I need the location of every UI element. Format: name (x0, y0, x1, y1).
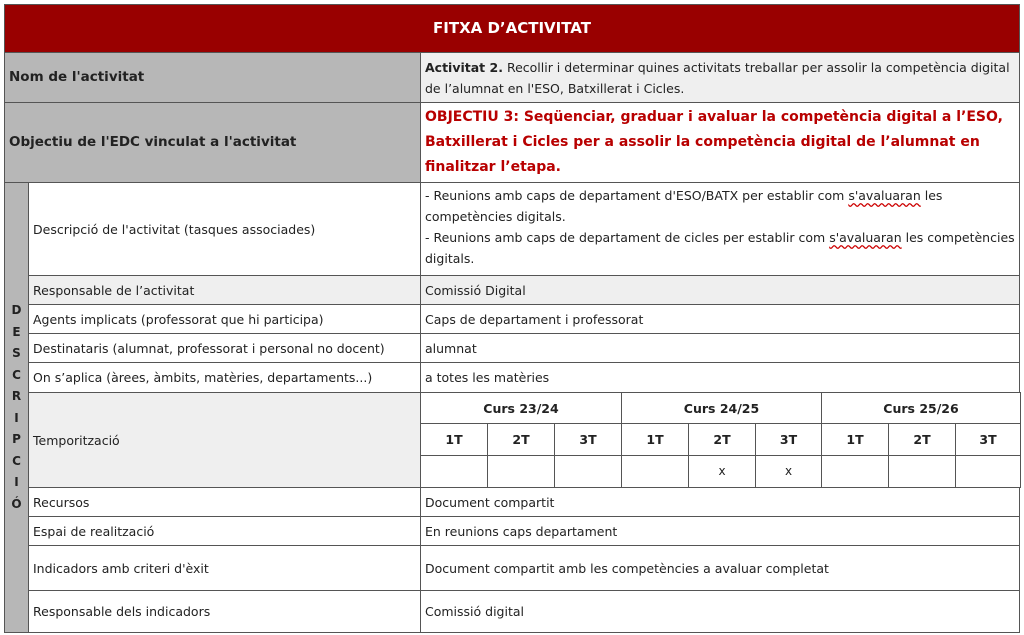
course-header: Curs 25/26 (821, 392, 1021, 424)
side-letter: I (14, 410, 19, 425)
side-letter: C (12, 453, 21, 468)
term-mark (821, 455, 889, 488)
activity-number: Activitat 2. (425, 60, 503, 75)
term-mark (955, 455, 1021, 488)
term-header: 3T (955, 423, 1021, 456)
term-mark (621, 455, 689, 488)
field-value: Comissió digital (420, 590, 1020, 633)
field-label: Responsable dels indicadors (28, 590, 421, 633)
activity-name-label: Nom de l'activitat (4, 52, 421, 103)
field-label: Agents implicats (professorat que hi participa) (28, 304, 421, 334)
term-header: 3T (554, 423, 622, 456)
task-2-end: les competències digitals. (425, 230, 1015, 266)
field-value: Document compartit (420, 487, 1020, 517)
task-2-misspelled: s'avaluaran (829, 230, 902, 245)
form-title: FITXA D’ACTIVITAT (4, 4, 1020, 53)
description-label: Descripció de l'activitat (tasques associades) (28, 182, 421, 276)
course-header: Curs 24/25 (621, 392, 822, 424)
field-label: Responsable de l’activitat (28, 275, 421, 305)
side-letter: Ó (11, 496, 22, 511)
field-value: Caps de departament i professorat (420, 304, 1020, 334)
description-side-label (4, 182, 29, 633)
field-value: Document compartit amb les competències a avaluar completat (420, 545, 1020, 591)
field-value: alumnat (420, 333, 1020, 363)
field-value: En reunions caps departament (420, 516, 1020, 546)
term-header: 2T (487, 423, 555, 456)
term-header: 3T (755, 423, 822, 456)
term-mark (420, 455, 488, 488)
side-letter: C (12, 367, 21, 382)
side-letter: P (12, 432, 21, 446)
term-mark: x (688, 455, 756, 488)
term-mark (888, 455, 956, 488)
field-label: Destinataris (alumnat, professorat i personal no docent) (28, 333, 421, 363)
term-mark (554, 455, 622, 488)
side-letter: D (11, 303, 22, 317)
term-mark: x (755, 455, 822, 488)
field-label: Indicadors amb criteri d'èxit (28, 545, 421, 591)
task-1-misspelled: s'avaluaran (848, 188, 921, 203)
term-header: 2T (888, 423, 956, 456)
term-header: 1T (420, 423, 488, 456)
side-letter: E (12, 324, 21, 339)
term-header: 1T (621, 423, 689, 456)
side-letter: S (12, 346, 21, 360)
field-value: a totes les matèries (420, 362, 1020, 393)
term-header: 1T (821, 423, 889, 456)
term-mark (487, 455, 555, 488)
course-header: Curs 23/24 (420, 392, 622, 424)
task-1: - Reunions amb caps de departament d'ESO/BATX per establir com (425, 188, 849, 203)
field-label: Espai de realització (28, 516, 421, 546)
field-label: Recursos (28, 487, 421, 517)
activity-description: Recollir i determinar quines activitats treballar per assolir la competència digital de l’alumnat en l'ESO, Batxillerat i Cicles. (425, 60, 1010, 96)
field-value: Comissió Digital (420, 275, 1020, 305)
objective-value: OBJECTIU 3: Seqüenciar, graduar i avaluar la competència digital a l’ESO, Batxillerat i Cicles per a assolir la competència digital de l’alumnat en finalitzar l’etapa. (420, 102, 1020, 183)
term-header: 2T (688, 423, 756, 456)
description-value (420, 182, 1020, 276)
side-letter: I (14, 475, 19, 489)
scheduling-label: Temporització (28, 392, 421, 488)
side-letter: R (11, 389, 22, 403)
activity-name-value (420, 52, 1020, 103)
field-label: On s’aplica (àrees, àmbits, matèries, departaments...) (28, 362, 421, 393)
objective-label: Objectiu de l'EDC vinculat a l'activitat (4, 102, 421, 183)
task-2: - Reunions amb caps de departament de cicles per establir com (425, 230, 830, 245)
task-1-end: les competències digitals. (425, 188, 943, 224)
